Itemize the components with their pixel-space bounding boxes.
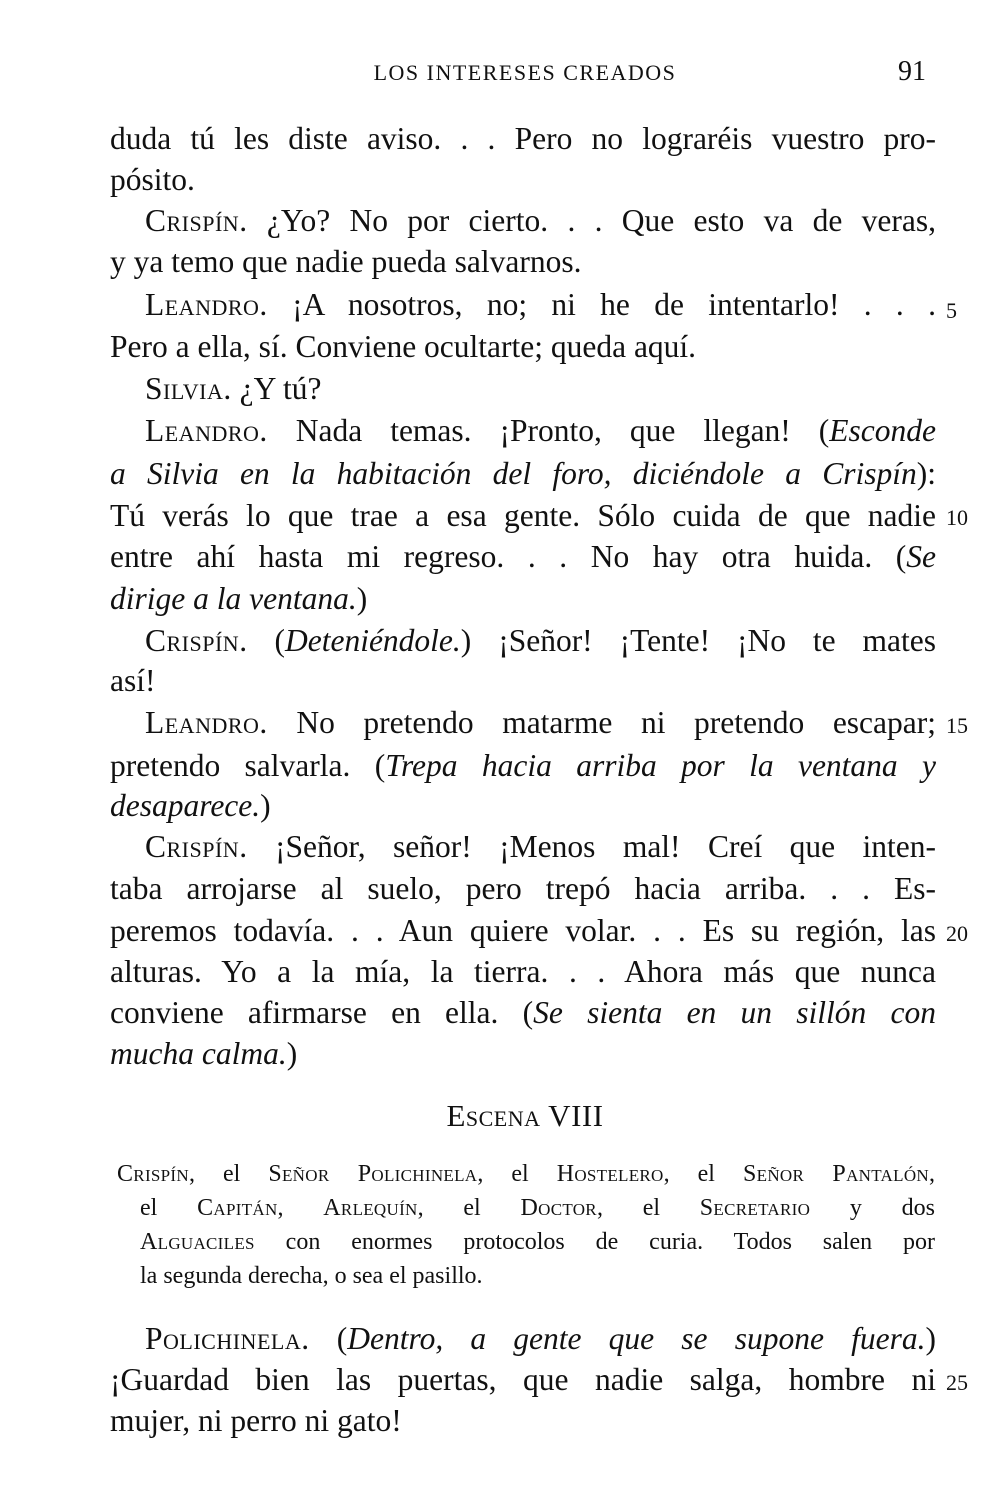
- speaker-name: Crispín.: [145, 623, 248, 658]
- text-line: conviene afirmarse en ella. (Se sienta en un sillón con: [110, 995, 936, 1030]
- speech-line: Crispín. (Deteniéndole.) ¡Señor! ¡Tente! ¡No te mates: [145, 623, 936, 658]
- text-line: a Silvia en la habitación del foro, diciéndole a Crispín):: [110, 456, 936, 491]
- text-line: mujer, ni perro ni gato!: [110, 1403, 402, 1438]
- text-line: Pero a ella, sí. Conviene ocultarte; queda aquí.: [110, 329, 697, 364]
- running-header: [0, 56, 1000, 90]
- speaker-name: Silvia.: [145, 371, 232, 406]
- cast-list-line: Crispín, el Señor Polichinela, el Hostelero, el Señor Pantalón,: [117, 1161, 935, 1187]
- speaker-name: Crispín.: [145, 829, 248, 864]
- text-line: mucha calma.): [110, 1036, 298, 1071]
- speech-line: Crispín. ¿Yo? No por cierto. . . Que esto va de veras,: [145, 203, 936, 238]
- line-number: 20: [946, 921, 968, 946]
- running-title: LOS INTERESES CREADOS: [373, 60, 677, 85]
- text-line: dirige a la ventana.): [110, 581, 368, 616]
- text-line: entre ahí hasta mi regreso. . . No hay otra huida. (Se: [110, 539, 936, 574]
- text-line: ¡Guardad bien las puertas, que nadie salga, hombre ni: [110, 1362, 936, 1397]
- speech-line: Polichinela. (Dentro, a gente que se supone fuera.): [145, 1321, 936, 1356]
- line-number: 5: [946, 298, 957, 323]
- cast-list-line: el Capitán, Arlequín, el Doctor, el Secretario y dos: [140, 1195, 936, 1221]
- text-line: pretendo salvarla. (Trepa hacia arriba por la ventana y: [110, 748, 937, 783]
- text-line: duda tú les diste aviso. . . Pero no lograréis vuestro pro-: [110, 121, 936, 156]
- speech-line: Crispín. ¡Señor, señor! ¡Menos mal! Creí que inten-: [145, 829, 936, 864]
- speaker-name: Leandro.: [145, 705, 268, 740]
- line-number: 15: [946, 713, 968, 738]
- text-line: Tú verás lo que trae a esa gente. Sólo cuida de que nadie: [110, 498, 936, 533]
- text-line: peremos todavía. . . Aun quiere volar. . . Es su región, las: [110, 913, 936, 948]
- text-line: pósito.: [110, 162, 195, 197]
- speaker-name: Crispín.: [145, 203, 248, 238]
- text-line: alturas. Yo a la mía, la tierra. . . Ahora más que nunca: [110, 954, 936, 989]
- speaker-name: Leandro.: [145, 287, 268, 322]
- text-line: así!: [110, 663, 156, 698]
- page-number: 91: [898, 56, 926, 87]
- speech-line: Leandro. No pretendo matarme ni pretendo escapar;: [145, 705, 936, 740]
- cast-list-line: Alguaciles con enormes protocolos de curia. Todos salen por: [140, 1229, 935, 1255]
- line-number: 25: [946, 1370, 968, 1395]
- speech-line: Leandro. ¡A nosotros, no; ni he de intentarlo! . . .: [145, 287, 936, 322]
- speaker-name: Leandro.: [145, 413, 268, 448]
- text-line: desaparece.): [110, 788, 271, 823]
- speaker-name: Polichinela.: [145, 1321, 310, 1356]
- speech-line: Silvia. ¿Y tú?: [145, 371, 322, 406]
- text-line: y ya temo que nadie pueda salvarnos.: [110, 244, 582, 279]
- cast-list-line: la segunda derecha, o sea el pasillo.: [140, 1263, 483, 1289]
- text-line: taba arrojarse al suelo, pero trepó hacia arriba. . . Es-: [110, 871, 936, 906]
- scene-heading: Escena VIII: [446, 1098, 604, 1133]
- speech-line: Leandro. Nada temas. ¡Pronto, que llegan! (Esconde: [145, 413, 936, 448]
- line-number: 10: [946, 505, 968, 530]
